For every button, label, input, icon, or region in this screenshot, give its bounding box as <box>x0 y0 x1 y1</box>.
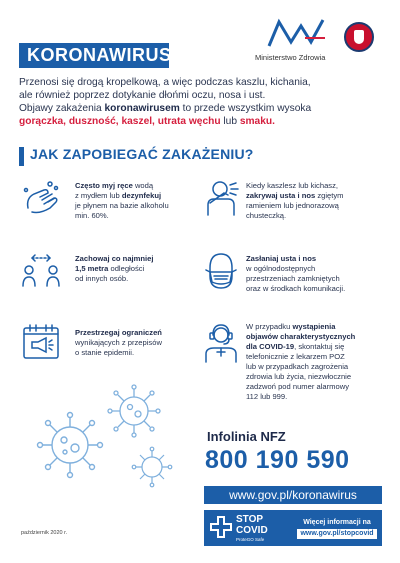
tip-wash-t2: z mydłem lub <box>75 191 122 200</box>
stopcovid-info <box>294 518 380 539</box>
tip-mask-bold: Zasłaniaj usta i nos <box>246 254 317 263</box>
tip-wash-bold: Często myj ręce <box>75 181 133 190</box>
intro-virus-word: koronawirusem <box>104 103 180 114</box>
tip-symptoms-t1: W przypadku <box>246 322 293 331</box>
intro-line-1: Przenosi się drogą kropelkową, a więc podczas kaszlu, kichania, <box>19 77 311 88</box>
tip-cough-t2: zgiętym <box>315 191 344 200</box>
intro-taste: smaku. <box>239 116 275 127</box>
issue-date: październik 2020 r. <box>21 530 68 536</box>
tip-symptoms-t3: telefonicznie z lekarzem POZ <box>246 352 345 361</box>
intro-line-3 <box>19 102 379 115</box>
intro-line-2: ale również poprzez dotykanie dłońmi oczu, nosa i ust. <box>19 90 266 101</box>
stopcovid-title <box>236 514 268 536</box>
tip-symptoms-line-3 <box>246 342 391 352</box>
tip-wash-t1: wodą <box>132 181 154 190</box>
virus-icon <box>105 382 163 440</box>
tip-symptoms-line-1 <box>246 322 391 332</box>
megaphone-notice-icon <box>20 322 62 364</box>
intro-symptoms-list: gorączka, duszność, kaszel, utrata węchu <box>19 116 221 127</box>
intro-text <box>19 76 379 128</box>
tip-mask-t3: oraz w środkach komunikacji. <box>246 284 346 293</box>
virus-icon <box>130 445 174 489</box>
tip-rules-t1: wynikających z przepisów <box>75 338 162 347</box>
tip-wash-line-2 <box>75 191 195 201</box>
helpline-label: Infolinia NFZ <box>207 429 286 444</box>
tip-distance-bold: Zachowaj co najmniej <box>75 254 154 263</box>
tip-cough-t3: ramieniem lub jednorazową <box>246 201 339 210</box>
intro-line-4 <box>19 115 379 128</box>
tip-wash-t4: min. 60%. <box>75 211 109 220</box>
section-accent <box>19 147 24 166</box>
intro-symptoms-lead: Objawy zakażenia <box>19 103 105 114</box>
stopcovid-link[interactable]: www.gov.pl/stopcovid <box>297 529 376 539</box>
tip-cough-t4: chusteczką. <box>246 211 287 220</box>
doctor-phone-icon <box>200 322 242 364</box>
tip-cough-line-2 <box>246 191 386 201</box>
tip-symptoms-t6: zadzwoń pod numer alarmowy <box>246 382 349 391</box>
tip-cough-bold: zakrywaj usta i nos <box>246 191 316 200</box>
tip-wash-t3: je płynem na bazie alkoholu <box>75 201 169 210</box>
tip-distance-t2: od innych osób. <box>75 274 129 283</box>
intro-or: lub <box>220 116 240 127</box>
stopcovid-banner[interactable] <box>204 510 382 546</box>
section-title: JAK ZAPOBIEGAĆ ZAKAŻENIU? <box>30 146 254 162</box>
distance-icon <box>20 250 62 292</box>
tip-distance-bold2: 1,5 metra <box>75 264 109 273</box>
tip-cough-text <box>246 181 386 221</box>
tip-mask-text <box>246 254 386 294</box>
page-title: KORONAWIRUS <box>27 45 172 65</box>
tip-symptoms-bold1: wystąpienia <box>292 322 336 331</box>
face-mask-icon <box>200 250 242 292</box>
title-banner <box>19 43 172 68</box>
ministry-logo-icon <box>265 16 327 50</box>
cough-elbow-icon <box>200 177 242 219</box>
hand-wash-icon <box>20 178 62 220</box>
tip-distance-text <box>75 254 195 284</box>
tip-symptoms-t4: lub w przypadkach zagrożenia <box>246 362 349 371</box>
tip-symptoms-line-2 <box>246 332 391 342</box>
tip-mask-line-1 <box>246 254 386 264</box>
tip-distance-line-1 <box>75 254 195 264</box>
tip-wash-bold2: dezynfekuj <box>121 191 162 200</box>
tip-rules-t2: o stanie epidemii. <box>75 348 135 357</box>
tip-cough-t1: Kiedy kaszlesz lub kichasz, <box>246 181 339 190</box>
tip-mask-t2: przestrzeniach zamkniętych <box>246 274 340 283</box>
tip-distance-line-2 <box>75 264 195 274</box>
tip-symptoms-bold3: dla COVID-19 <box>246 342 295 351</box>
tip-symptoms-bold2: objawów charakterystycznych <box>246 332 356 341</box>
tip-rules-text <box>75 328 195 358</box>
tip-symptoms-text <box>246 322 391 402</box>
ministry-name: Ministerstwo Zdrowia <box>255 53 326 62</box>
tip-symptoms-t2: , skontaktuj się <box>294 342 345 351</box>
stopcovid-title-1: STOP <box>236 514 264 525</box>
helpline-number[interactable]: 800 190 590 <box>205 446 350 474</box>
tip-rules-bold: Przestrzegaj ograniczeń <box>75 328 162 337</box>
stopcovid-info-label: Więcej informacji na <box>303 519 371 526</box>
virus-icon <box>35 410 105 480</box>
tip-wash-text <box>75 181 195 221</box>
tip-distance-t1: odległości <box>108 264 145 273</box>
tip-mask-t1: w ogólnodostępnych <box>246 264 316 273</box>
tip-symptoms-t7: 112 lub 999. <box>246 392 288 401</box>
tip-symptoms-t5: zdrowia lub życia, niezwłocznie <box>246 372 352 381</box>
stopcovid-subtitle: ProteGO Safe <box>236 537 265 542</box>
tip-wash-line-1 <box>75 181 195 191</box>
tip-rules-line-1 <box>75 328 195 338</box>
stopcovid-title-2: COVID <box>236 525 268 536</box>
website-link[interactable]: www.gov.pl/koronawirus <box>204 486 382 504</box>
emblem-icon <box>344 22 374 52</box>
intro-symptoms-mid: to przede wszystkim wysoka <box>179 103 312 114</box>
ministry-logo <box>255 16 335 66</box>
stopcovid-cross-icon <box>210 516 232 538</box>
